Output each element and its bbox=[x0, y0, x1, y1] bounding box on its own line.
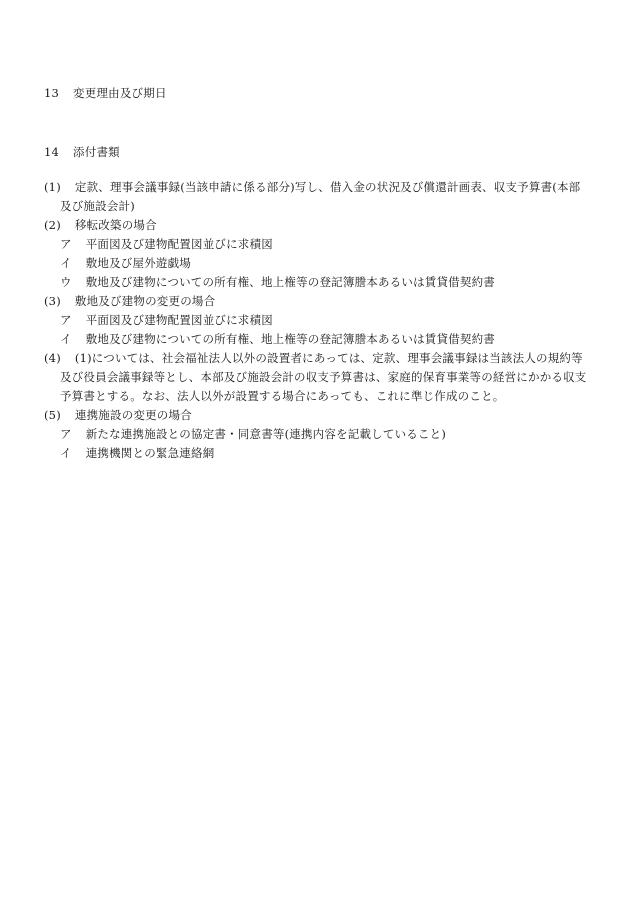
sub-item-text: 敷地及び屋外遊戯場 bbox=[85, 256, 192, 270]
sub-item-text: 敷地及び建物についての所有権、地上権等の登記簿謄本あるいは賃貸借契約書 bbox=[85, 275, 495, 289]
sub-item-marker: ウ bbox=[60, 275, 72, 289]
list-item-2 bbox=[44, 218, 157, 232]
sub-item-text: 新たな連携施設との協定書・同意書等(連携内容を記載していること) bbox=[85, 427, 447, 441]
sub-item bbox=[60, 256, 191, 270]
sub-item bbox=[60, 427, 446, 441]
sub-item-marker: ア bbox=[60, 313, 72, 327]
section-number: 13 bbox=[44, 86, 60, 100]
list-item-1 bbox=[44, 180, 580, 194]
section-13-heading bbox=[44, 86, 167, 100]
item-text: 及び役員会議事録等とし、本部及び施設会計の収支予算書は、家庭的保育事業等の経営にかかる収支 bbox=[60, 370, 587, 384]
sub-item bbox=[60, 275, 495, 289]
item-marker: (2) bbox=[44, 218, 61, 232]
sub-item-marker: イ bbox=[60, 446, 72, 460]
section-title: 添付書類 bbox=[73, 145, 120, 159]
section-14-heading bbox=[44, 145, 120, 159]
list-item-4-continuation bbox=[60, 370, 587, 384]
list-item-4-continuation bbox=[60, 389, 504, 403]
item-text: 定款、理事会議事録(当該申請に係る部分)写し、借入金の状況及び償還計画表、収支予算書(本部 bbox=[74, 180, 581, 194]
sub-item-marker: ア bbox=[60, 237, 72, 251]
list-item-1-continuation bbox=[60, 199, 135, 213]
item-marker: (4) bbox=[44, 351, 61, 365]
item-text: 連携施設の変更の場合 bbox=[74, 408, 192, 422]
section-title: 変更理由及び期日 bbox=[73, 86, 167, 100]
sub-item bbox=[60, 313, 273, 327]
sub-item-marker: ア bbox=[60, 427, 72, 441]
sub-item-text: 平面図及び建物配置図並びに求積図 bbox=[85, 237, 273, 251]
sub-item-marker: イ bbox=[60, 332, 72, 346]
list-item-4 bbox=[44, 351, 583, 365]
sub-item bbox=[60, 237, 273, 251]
item-text: 及び施設会計) bbox=[60, 199, 135, 213]
item-text: 移転改築の場合 bbox=[74, 218, 157, 232]
item-marker: (1) bbox=[44, 180, 61, 194]
sub-item bbox=[60, 446, 214, 460]
sub-item-text: 連携機関との緊急連絡網 bbox=[85, 446, 215, 460]
sub-item-text: 敷地及び建物についての所有権、地上権等の登記簿謄本あるいは賃貸借契約書 bbox=[85, 332, 495, 346]
item-marker: (5) bbox=[44, 408, 61, 422]
list-item-3 bbox=[44, 294, 215, 308]
item-text: 予算書とする。なお、法人以外が設置する場合にあっても、これに準じ作成のこと。 bbox=[60, 389, 505, 403]
sub-item-marker: イ bbox=[60, 256, 72, 270]
item-marker: (3) bbox=[44, 294, 61, 308]
sub-item bbox=[60, 332, 495, 346]
item-text: 敷地及び建物の変更の場合 bbox=[74, 294, 216, 308]
list-item-5 bbox=[44, 408, 192, 422]
item-text: (1)については、社会福祉法人以外の設置者にあっては、定款、理事会議事録は当該法人の規約等 bbox=[74, 351, 583, 365]
section-number: 14 bbox=[44, 145, 60, 159]
sub-item-text: 平面図及び建物配置図並びに求積図 bbox=[85, 313, 273, 327]
